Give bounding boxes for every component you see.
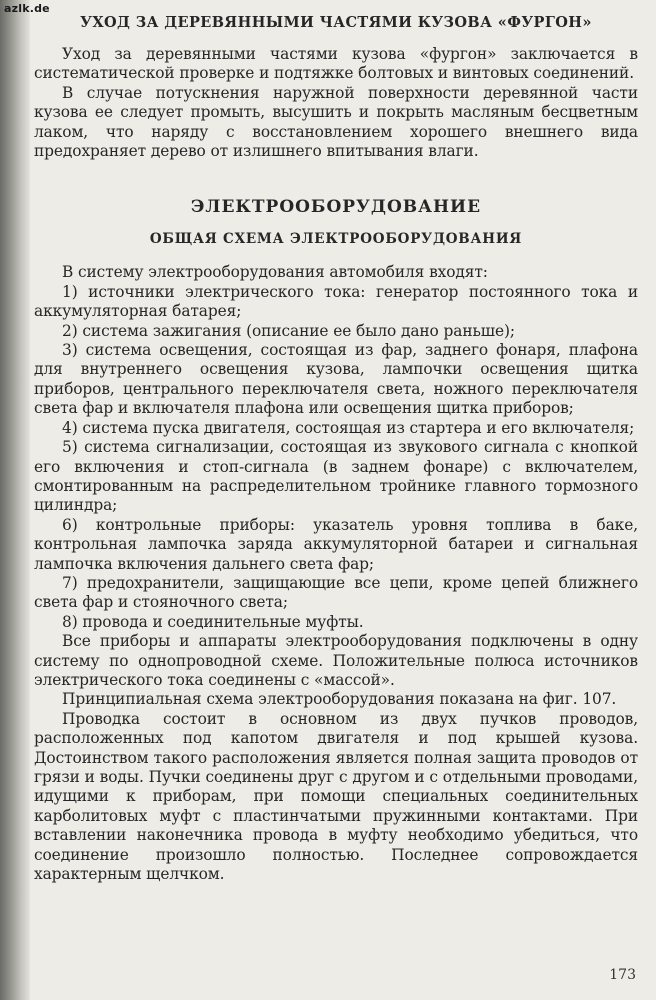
paragraph: Уход за деревянными частями кузова «фургон» заключается в систематической проверке и подтяжке болтовых и винтовых соединений. bbox=[34, 45, 638, 83]
paragraph: Все приборы и аппараты электрооборудования подключены в одну систему по однопроводной схеме. Положительные полюса источников электрического тока соединены с «массой». bbox=[34, 632, 638, 689]
page-number: 173 bbox=[609, 967, 636, 983]
paragraph: В случае потускнения наружной поверхности деревянной части кузова ее следует промыть, высушить и покрыть масляным бесцветным лаком, что наряду с восстановлением хорошего внешнего вида предохраняет дерево от излишнего впитывания влаги. bbox=[34, 83, 638, 161]
book-spine-shadow bbox=[0, 0, 30, 1000]
page-content bbox=[34, 10, 638, 884]
list-item: 1) источники электрического тока: генератор постоянного тока и аккумуляторная батарея; bbox=[34, 282, 638, 321]
list-item: 3) система освещения, состоящая из фар, заднего фонаря, плафона для внутреннего освещения кузова, лампочки освещения щитка приборов, центрального переключателя света, ножного переключателя света фар и включателя плафона или освещения щитка приборов; bbox=[34, 341, 638, 418]
list-item: 4) система пуска двигателя, состоящая из стартера и его включателя; bbox=[62, 418, 635, 437]
list-item: 8) провода и соединительные муфты. bbox=[62, 612, 364, 631]
section-heading-wood-care: УХОД ЗА ДЕРЕВЯННЫМИ ЧАСТЯМИ КУЗОВА «ФУРГОН» bbox=[80, 14, 592, 31]
watermark: azlk.de bbox=[4, 2, 50, 15]
list-item: 6) контрольные приборы: указатель уровня топлива в баке, контрольная лампочка заряда аккумуляторной батареи и сигнальная лампочка включения дальнего света фар; bbox=[34, 515, 638, 573]
subheading-general-scheme: ОБЩАЯ СХЕМА ЭЛЕКТРООБОРУДОВАНИЯ bbox=[149, 231, 523, 248]
list-item: 5) система сигнализации, состоящая из звукового сигнала с кнопкой его включения и стоп-сигнала (в заднем фонаре) с включателем, смонтированным на распределительном тройнике главного тормозного цилиндра; bbox=[34, 438, 638, 515]
list-item: 7) предохранители, защищающие все цепи, кроме цепей ближнего света фар и стояночного света; bbox=[34, 573, 638, 612]
paragraph: Проводка состоит в основном из двух пучков проводов, расположенных под капотом двигателя и под крышей кузова. Достоинством такого расположения является полная защита проводов от грязи и воды. Пучки соединены друг с другом и с отдельными проводами, идущими к приборам, при помощи специальных соединительных карболитовых муфт с пластинчатыми пружинными контактами. При вставлении наконечника провода в муфту необходимо убедиться, что соединение произошло полностью. Последнее сопровождается характерным щелчком. bbox=[34, 709, 638, 884]
paragraph: Принципиальная схема электрооборудования показана на фиг. 107. bbox=[62, 690, 617, 709]
list-item: 2) система зажигания (описание ее было дано раньше); bbox=[62, 321, 515, 340]
section-heading-electrical: ЭЛЕКТРООБОРУДОВАНИЕ bbox=[190, 197, 482, 218]
paragraph: В систему электрооборудования автомобиля входят: bbox=[62, 263, 488, 282]
